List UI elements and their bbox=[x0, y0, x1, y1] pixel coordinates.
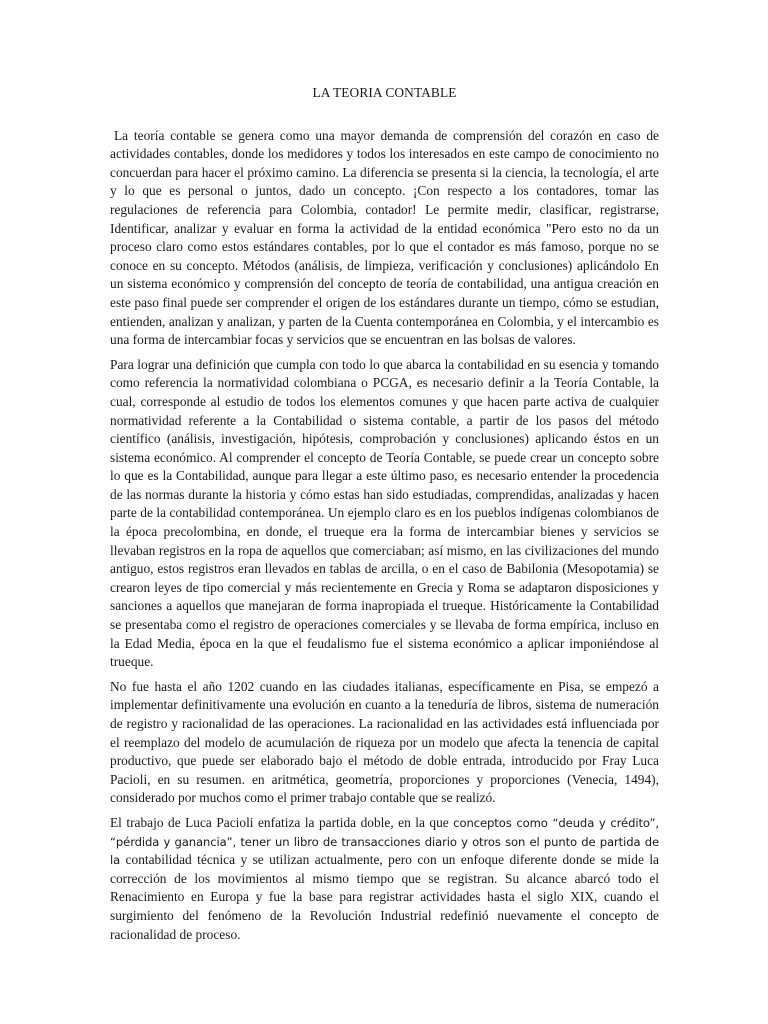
paragraph-4-part-2: conceptos como “deuda y crédito”, “pérdida y ganancia”, tener un libro de transacciones diario y otros son el punto de partida de la bbox=[110, 815, 659, 868]
paragraph-1: La teoría contable se genera como una mayor demanda de comprensión del corazón en caso de actividades contables, donde los medidores y todos los interesados en este campo de conocimiento no concuerdan para hacer el próximo camino. La diferencia se presenta si la ciencia, la tecnología, el arte y lo que es personal o juntos, dado un concepto. ¡Con respecto a los contadores, tomar las regulaciones de referencia para Colombia, contador! Le permite medir, clasificar, registrarse, Identificar, analizar y evaluar en forma la actividad de la entidad económica "Pero esto no da un proceso claro como estos estándares contables, por lo que el contador es más famoso, porque no se conoce en su concepto. Métodos (análisis, de limpieza, verificación y conclusiones) aplicándolo En un sistema económico y comprensión del concepto de teoría de contabilidad, una antigua creación en este paso final puede ser comprender el origen de los estándares durante un tiempo, cómo se estudian, entienden, analizan y analizan, y parten de la Cuenta contemporánea en Colombia, y el intercambio es una forma de intercambiar focas y servicios que se encuentran en las bolsas de valores. bbox=[110, 127, 659, 348]
paragraph-4-part-1: El trabajo de Luca Pacioli enfatiza la partida doble, en la que bbox=[110, 814, 454, 830]
document-title: LA TEORIA CONTABLE bbox=[312, 85, 457, 100]
paragraph-3: No fue hasta el año 1202 cuando en las ciudades italianas, específicamente en Pisa, se empezó a implementar definitivamente una evolución en cuanto a la teneduría de libros, sistema de numeración de registro y racionalidad de las operaciones. La racionalidad en las actividades está influenciada por el reemplazo del modelo de acumulación de riqueza por un modelo que afecta la tenencia de capital productivo, que puede ser elaborado bajo el método de doble entrada, introducido por Fray Luca Pacioli, en su resumen. en aritmética, geometría, proporciones y proporciones (Venecia, 1494), considerado por muchos como el primer trabajo contable que se realizó. bbox=[110, 678, 659, 806]
paragraph-4 bbox=[110, 814, 659, 944]
document-page bbox=[110, 84, 659, 950]
paragraph-4-part-3: contabilidad técnica y se utilizan actualmente, pero con un enfoque diferente donde se mide la corrección de los movimientos al mismo tiempo que se registran. Su alcance abarcó todo el Renacimiento en Europa y fue la base para registrar actividades hasta el siglo XIX, cuando el surgimiento del fenómeno de la Revolución Industrial redefinió nuevamente el concepto de racionalidad de proceso. bbox=[110, 852, 659, 942]
paragraph-2: Para lograr una definición que cumpla con todo lo que abarca la contabilidad en su esencia y tomando como referencia la normatividad colombiana o PCGA, es necesario definir a la Teoría Contable, la cual, corresponde al estudio de todos los elementos comunes y que hacen parte activa de cualquier normatividad referente a la Contabilidad o sistema contable, a partir de los pasos del método científico (análisis, investigación, hipótesis, comprobación y conclusiones) aplicando éstos en un sistema económico. Al comprender el concepto de Teoría Contable, se puede crear un concepto sobre lo que es la Contabilidad, aunque para llegar a este último paso, es necesario entender la procedencia de las normas durante la historia y cómo estas han sido estudiadas, comprendidas, analizadas y hacen parte de la contabilidad contemporánea. Un ejemplo claro es en los pueblos indígenas colombianos de la época precolombina, en donde, el trueque era la forma de intercambiar bienes y servicios se llevaban registros en la ropa de aquellos que comerciaban; así mismo, en las civilizaciones del mundo antiguo, estos registros eran llevados en tablas de arcilla, o en el caso de Babilonia (Mesopotamia) se crearon leyes de tipo comercial y más recientemente en Grecia y Roma se adaptaron disposiciones y sanciones a aquellos que manejaran de forma inapropiada el trueque. Históricamente la Contabilidad se presentaba como el registro de operaciones comerciales y se llevaba de forma empírica, incluso en la Edad Media, época en la que el feudalismo fue el sistema económico a aplicar imponiéndose al trueque. bbox=[110, 356, 659, 670]
